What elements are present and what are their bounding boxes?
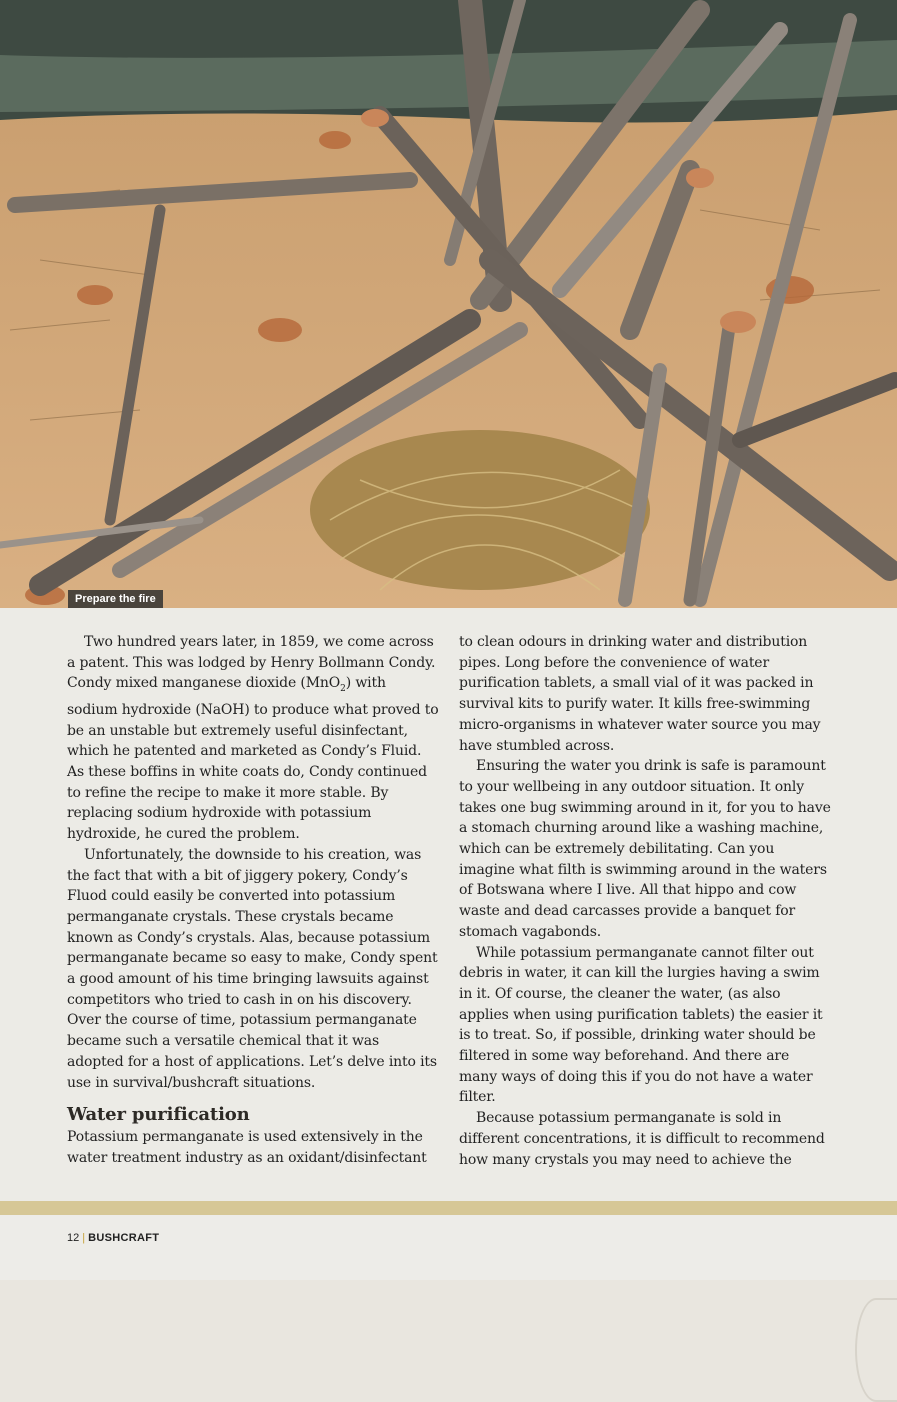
right-column [459, 632, 831, 1170]
paragraph: Potassium permanganate is used extensively in the water treatment industry as an oxidant/disinfectant [67, 1129, 427, 1166]
article-body [0, 608, 897, 1208]
paragraph: While potassium permanganate cannot filter out debris in water, it can kill the lurgies having a swim in it. Of course, the cleaner the water, (as also applies when using purification tablets) the easier it is to treat. So, if possible, drinking water should be filtered in some way beforehand. And there are many ways of doing this if you do not have a water filter. [459, 944, 823, 1106]
paragraph: Unfortunately, the downside to his creation, was the fact that with a bit of jiggery pokery, Condy’s Fluod could easily be converted into potassium permanganate crystals. These crystals became known as Condy’s crystals. Alas, because potassium permanganate became so easy to make, Condy spent a good amount of his time bringing lawsuits against competitors who tried to cash in on his discovery. Over the course of time, potassium permanganate became such a versatile chemical that it was adopted for a host of applications. Let’s delve into its use in survival/bushcraft situations. [67, 846, 438, 1091]
page-number: 12 [67, 1232, 80, 1244]
footer-rule [0, 1201, 897, 1215]
magazine-name: BUSHCRAFT [88, 1232, 160, 1244]
decorative-watermark [855, 1298, 897, 1402]
folio-separator: | [82, 1232, 86, 1244]
left-column [67, 632, 439, 1169]
article-photo [0, 0, 897, 608]
campfire-photo-illustration [0, 0, 897, 608]
paragraph: Ensuring the water you drink is safe is paramount to your wellbeing in any outdoor situation. It only takes one bug swimming around in it, for you to have a stomach churning around like a washing machine, which can be extremely debilitating. Can you imagine what filth is swimming around in the waters of Botswana where I live. All that hippo and cow waste and dead carcasses provide a banquet for stomach vagabonds. [459, 758, 831, 940]
section-heading: Water purification [67, 1104, 250, 1126]
folio [67, 1232, 159, 1244]
paragraph: to clean odours in drinking water and distribution pipes. Long before the convenience of water purification tablets, a small vial of it was packed in survival kits to purify water. It kills free-swimming micro-organisms in whatever water source you may have stumbled across. [459, 634, 821, 754]
paragraph: Two hundred years later, in 1859, we come across a patent. This was lodged by Henry Bollmann Condy. Condy mixed manganese dioxide (MnO$_2$) with sodium hydroxide (NaOH) to produce what proved to be an unstable but extremely useful disinfectant, which he patented and marketed as Condy’s Fluid. As these boffins in white coats do, Condy continued to refine the recipe to make it more stable. By replacing sodium hydroxide with potassium hydroxide, he cured the problem. [67, 634, 439, 843]
photo-caption: Prepare the fire [68, 590, 163, 608]
footer [0, 1215, 897, 1280]
paragraph: Because potassium permanganate is sold in different concentrations, it is difficult to recommend how many crystals you may need to achieve the [459, 1110, 825, 1168]
